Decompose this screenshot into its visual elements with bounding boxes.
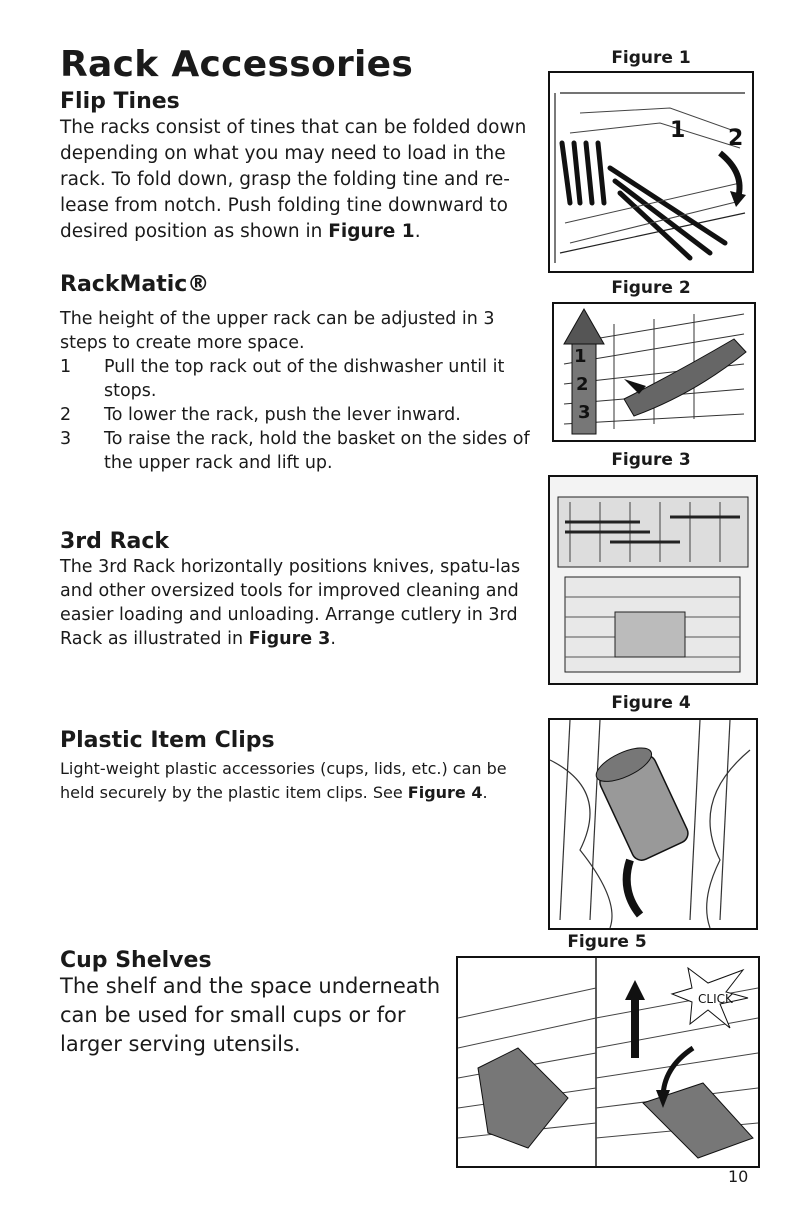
figure-1-illustration [548,71,754,273]
third-rack-heading: 3rd Rack [60,529,170,554]
figure-5-illustration [456,956,760,1168]
figure-5-click-label: CLICK [698,992,733,1006]
figure-3-caption: Figure 3 [611,450,691,470]
flip-tines-heading: Flip Tines [60,89,180,114]
third-rack-text: The 3rd Rack horizontally positions knives, spatu-las and other oversized tools for improved cleaning and easier loading and unloading. Arrange cutlery in 3rd Rack as illustrated in Figure 3. [60,557,521,649]
figure-2-label: 2 [576,374,589,395]
rackmatic-step: 3 To raise the rack, hold the basket on the sides of the upper rack and lift up. [60,429,530,473]
rackmatic-steps [60,355,540,475]
plastic-clips-heading: Plastic Item Clips [60,728,275,753]
page-number: 10 [728,1167,749,1186]
flip-tines-text: The racks consist of tines that can be folded down depending on what you may need to load in the rack. To fold down, grasp the folding tine and re-lease from notch. Push folding tine downward to desired position as shown in Figure 1. [60,117,527,242]
rackmatic-step: 1 Pull the top rack out of the dishwasher until it stops. [60,357,505,401]
plastic-clips-figure-ref: Figure 4 [407,783,483,802]
figure-1-label: 2 [728,126,744,151]
figure-4-illustration [548,718,758,930]
figure-4-caption: Figure 4 [611,693,691,713]
figure-3-illustration [548,475,758,685]
flip-tines-body: The racks consist of tines that can be folded down depending on what you may need to load in the rack. To fold down, grasp the folding tine and re-lease from notch. Push folding tine downward to desired position as shown in [60,117,527,242]
page-title: Rack Accessories [60,44,414,85]
figure-2-caption: Figure 2 [611,278,691,298]
plastic-clips-body: Light-weight plastic accessories (cups, lids, etc.) can be held securely by the plastic item clips. See [60,759,507,802]
figure-2-label: 3 [578,402,591,423]
rackmatic-intro: The height of the upper rack can be adjusted in 3 steps to create more space. [60,309,495,353]
figure-2-illustration [552,302,756,442]
plastic-clips-text: Light-weight plastic accessories (cups, lids, etc.) can be held securely by the plastic item clips. See Figure 4. [60,759,507,802]
third-rack-figure-ref: Figure 3 [248,629,331,649]
cup-shelves-heading: Cup Shelves [60,948,212,973]
third-rack-body: The 3rd Rack horizontally positions knives, spatu-las and other oversized tools for improved cleaning and easier loading and unloading. Arrange cutlery in 3rd Rack as illustrated in [60,557,521,649]
rackmatic-text [60,307,540,475]
rackmatic-step: 2 To lower the rack, push the lever inward. [60,405,461,425]
cup-shelves-body: The shelf and the space underneath can be used for small cups or for larger serving utensils. [60,974,441,1056]
flip-tines-figure-ref: Figure 1 [328,221,415,242]
figure-1-caption: Figure 1 [611,48,691,68]
figure-2-label: 1 [574,346,587,367]
figure-1-label: 1 [670,118,686,143]
figure-5-caption: Figure 5 [567,932,647,952]
rackmatic-heading: RackMatic® [60,272,210,297]
